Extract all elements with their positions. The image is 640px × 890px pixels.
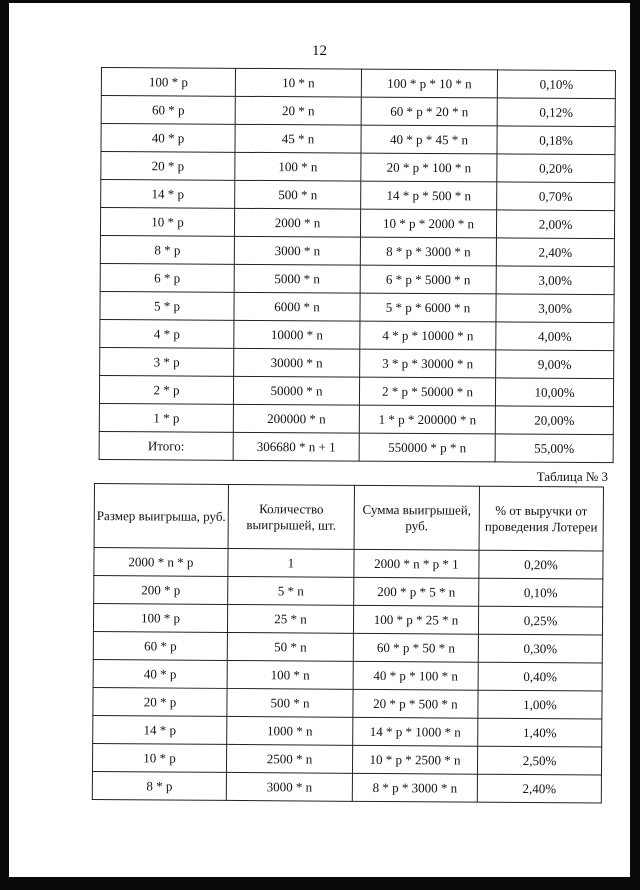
- table-cell: 200000 * n: [233, 404, 359, 433]
- table-cell: 3 * р: [100, 347, 234, 376]
- table-cell: 25 * n: [227, 604, 353, 633]
- table-cell: 1000 * n: [227, 716, 353, 745]
- table-cell: 40 * р * 100 * n: [353, 661, 478, 690]
- table-cell: 4 * р: [100, 319, 234, 348]
- header-prize-count: Количество выигрышей, шт.: [228, 484, 354, 549]
- table-row: [100, 291, 614, 322]
- table-cell: 5 * р: [100, 291, 234, 320]
- table-cell: 8 * р * 3000 * n: [360, 237, 496, 266]
- table-cell: 20 * р: [93, 687, 227, 716]
- table-cell: 60 * р * 50 * n: [353, 633, 478, 662]
- table-cell: 1 * р: [99, 403, 233, 432]
- table-cell: 3,00%: [496, 294, 614, 323]
- table-row: [101, 180, 615, 211]
- table-cell: 3,00%: [496, 266, 614, 295]
- table-cell: 100 * n: [227, 660, 353, 689]
- table-row: [92, 743, 601, 775]
- table-cell: 30000 * n: [234, 348, 360, 377]
- table-cell: 8 * р * 3000 * n: [352, 773, 477, 802]
- table-cell: 1,00%: [478, 690, 602, 719]
- table-cell: 20 * р * 100 * n: [361, 153, 497, 182]
- table-cell: 10 * р * 2500 * n: [352, 745, 477, 774]
- table-cell: 100 * р * 10 * n: [361, 69, 497, 98]
- table-cell: 2000 * n * р: [94, 548, 228, 577]
- table-total-cell: 550000 * р * n: [359, 433, 495, 462]
- table-cell: 0,20%: [497, 154, 615, 183]
- table-row: [99, 375, 613, 406]
- prize-table-3: [92, 483, 604, 804]
- table-cell: 50000 * n: [233, 376, 359, 405]
- table-cell: 100 * р * 25 * n: [353, 605, 478, 634]
- table-cell: 5 * n: [228, 576, 354, 605]
- table-cell: 0,12%: [497, 98, 615, 127]
- table-cell: 5 * р * 6000 * n: [360, 293, 496, 322]
- table-total-cell: 306680 * n + 1: [233, 432, 359, 461]
- table-row: [92, 771, 601, 803]
- table-cell: 40 * р: [93, 659, 227, 688]
- table-row: [101, 124, 615, 155]
- table-cell: 45 * n: [235, 124, 361, 153]
- table-row: [94, 576, 603, 608]
- table-cell: 0,10%: [479, 578, 603, 607]
- table-row: [93, 604, 602, 636]
- table-cell: 0,10%: [497, 70, 615, 99]
- table-cell: 2000 * n * р * 1: [354, 549, 479, 578]
- table-row: [100, 235, 614, 266]
- table-cell: 2500 * n: [226, 744, 352, 773]
- table-header-row: [94, 484, 603, 552]
- prize-table-3-body: [92, 548, 603, 804]
- table-cell: 2 * р * 50000 * n: [359, 377, 495, 406]
- table-row: [93, 715, 602, 747]
- table-cell: 100 * n: [235, 152, 361, 181]
- table-row: [100, 319, 614, 350]
- table-cell: 6 * р * 5000 * n: [360, 265, 496, 294]
- table-cell: 20 * р * 500 * n: [353, 689, 478, 718]
- table-cell: 3000 * n: [234, 236, 360, 265]
- table-row: [100, 347, 614, 378]
- table-cell: 1 * р * 200000 * n: [359, 405, 495, 434]
- table-cell: 8 * р: [100, 235, 234, 264]
- table-cell: 20,00%: [495, 406, 613, 435]
- table-row: [100, 208, 614, 239]
- header-revenue-percent: % от выручки от проведения Лотереи: [479, 486, 603, 551]
- table-cell: 4,00%: [496, 322, 614, 351]
- table-row: [93, 687, 602, 719]
- table-cell: 1: [228, 548, 354, 577]
- table-row: [94, 548, 603, 580]
- header-prize-sum: Сумма выигрышей, руб.: [354, 485, 479, 550]
- table-cell: 100 * р: [101, 68, 235, 97]
- table-cell: 9,00%: [496, 350, 614, 379]
- table-cell: 0,40%: [478, 662, 602, 691]
- header-prize-size: Размер выигрыша, руб.: [94, 484, 228, 549]
- table-cell: 20 * р: [101, 152, 235, 181]
- table-caption: Таблица № 3: [536, 469, 608, 484]
- table-cell: 2,00%: [496, 210, 614, 239]
- table-total-row: [99, 431, 613, 462]
- table-cell: 100 * р: [93, 604, 227, 633]
- table-cell: 60 * р: [93, 631, 227, 660]
- table-cell: 3000 * n: [226, 772, 352, 801]
- table-cell: 0,25%: [478, 606, 602, 635]
- table-cell: 4 * р * 10000 * n: [360, 321, 496, 350]
- table-cell: 0,70%: [497, 182, 615, 211]
- table-cell: 14 * р: [101, 180, 235, 209]
- table-cell: 6 * р: [100, 263, 234, 292]
- table-cell: 500 * n: [227, 688, 353, 717]
- table-cell: 5000 * n: [234, 264, 360, 293]
- table-cell: 10 * n: [235, 68, 361, 97]
- table-cell: 14 * р * 500 * n: [361, 181, 497, 210]
- table-row: [99, 403, 613, 434]
- table-cell: 14 * р: [93, 715, 227, 744]
- table-cell: 1,40%: [478, 718, 602, 747]
- table-cell: 60 * р * 20 * n: [361, 97, 497, 126]
- table-cell: 2,40%: [477, 774, 601, 803]
- table-cell: 0,18%: [497, 126, 615, 155]
- table-row: [101, 152, 615, 183]
- table-cell: 200 * р: [94, 576, 228, 605]
- table-cell: 60 * р: [101, 96, 235, 125]
- page-number: 12: [312, 43, 327, 59]
- table-cell: 10 * р: [100, 208, 234, 237]
- table-cell: 40 * р * 45 * n: [361, 125, 497, 154]
- table-cell: 0,20%: [479, 550, 603, 579]
- table-cell: 10000 * n: [234, 320, 360, 349]
- table-cell: 10 * р * 2000 * n: [360, 209, 496, 238]
- table-cell: 50 * n: [227, 632, 353, 661]
- table-cell: 20 * n: [235, 96, 361, 125]
- table-cell: 200 * р * 5 * n: [354, 577, 479, 606]
- table-cell: 14 * р * 1000 * n: [353, 717, 478, 746]
- table-row: [101, 96, 615, 127]
- table-row: [101, 68, 615, 99]
- table-row: [100, 263, 614, 294]
- table-cell: 2 * р: [99, 375, 233, 404]
- table-row: [93, 631, 602, 663]
- table-total-cell: 55,00%: [495, 434, 613, 463]
- table-cell: 2,40%: [496, 238, 614, 267]
- table-row: [93, 659, 602, 691]
- table-total-cell: Итого:: [99, 431, 233, 460]
- table-cell: 6000 * n: [234, 292, 360, 321]
- prize-table-continued-body: [99, 68, 615, 463]
- table-cell: 10 * р: [92, 743, 226, 772]
- table-cell: 2,50%: [477, 746, 601, 775]
- table-cell: 2000 * n: [234, 208, 360, 237]
- table-cell: 500 * n: [235, 180, 361, 209]
- table-cell: 40 * р: [101, 124, 235, 153]
- prize-table-continued: [99, 67, 616, 463]
- table-cell: 8 * р: [92, 771, 226, 800]
- table-cell: 0,30%: [478, 634, 602, 663]
- table-cell: 10,00%: [495, 378, 613, 407]
- document-page: [9, 3, 630, 877]
- table-cell: 3 * р * 30000 * n: [360, 349, 496, 378]
